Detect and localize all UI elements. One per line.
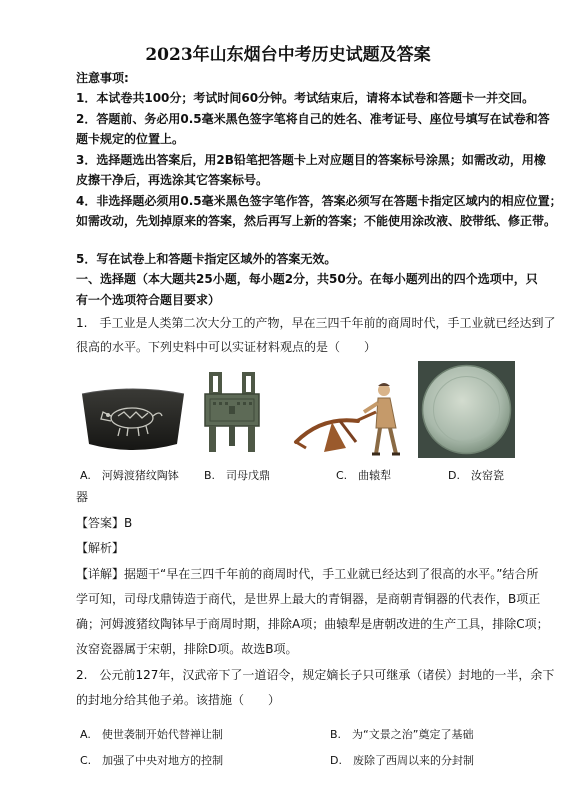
option-c: C. 曲辕犁: [336, 469, 392, 482]
notice-line: 4．非选择题必须用0.5毫米黑色签字笔作答，答案必须写在答题卡指定区域内的相应位置；: [76, 194, 562, 208]
pottery-bowl-image: [80, 386, 186, 456]
notice-line: 1．本试卷共100分；考试时间60分钟。考试结束后，请将本试卷和答题卡一并交回。: [76, 91, 535, 105]
q2-option-b: B. 为“文景之治”奠定了基础: [330, 728, 474, 741]
ru-porcelain-image: [418, 361, 515, 458]
option-a: A. 河姆渡猪纹陶钵: [80, 469, 179, 482]
analysis-label: 【解析】: [76, 541, 125, 555]
notice-line: 2．答题前、务必用0.5毫米黑色签字笔将自己的姓名、准考证号、座位号填写在试卷和答: [76, 112, 550, 126]
q2-option-d: D. 废除了西周以来的分封制: [330, 754, 474, 767]
question-2-stem-cont: 的封地分给其他子弟。该措施（ ）: [76, 693, 281, 707]
detail-line: 【详解】据题干“早在三四千年前的商周时代，手工业就已经达到了很高的水平。”结合所: [76, 567, 539, 581]
notice-line: 3．选择题选出答案后，用2B铅笔把答题卡上对应题目的答案标号涂黑；如需改动，用橡: [76, 153, 546, 167]
page-title: 2023年山东烟台中考历史试题及答案: [145, 45, 431, 65]
section-heading-cont: 有一个选项符合题目要求）: [76, 293, 221, 307]
q2-option-a: A. 使世袭制开始代替禅让制: [80, 728, 223, 741]
question-1-stem-cont: 很高的水平。下列史料中可以实证材料观点的是（ ）: [76, 340, 377, 354]
question-1-stem: 1. 手工业是人类第二次大分工的产物，早在三四千年前的商周时代，手工业就已经达到了: [76, 316, 556, 330]
curved-plough-image: [292, 376, 412, 458]
option-d: D. 汝窑瓷: [448, 469, 504, 482]
detail-line: 确；河姆渡猪纹陶钵早于商周时期，排除A项；曲辕犁是唐朝改进的生产工具，排除C项；: [76, 617, 549, 631]
section-heading: 一、选择题（本大题共25小题，每小题2分，共50分。在每小题列出的四个选项中，只: [76, 272, 538, 286]
option-b: B. 司母戊鼎: [204, 469, 271, 482]
option-a-wrap: 器: [76, 490, 89, 504]
detail-line: 汝窑瓷器属于宋朝，排除D项。故选B项。: [76, 642, 298, 656]
detail-line: 学可知，司母戊鼎铸造于商代，是世界上最大的青铜器，是商朝青铜器的代表作，B项正: [76, 592, 541, 606]
notice-heading: 注意事项:: [76, 71, 129, 85]
bronze-ding-image: [203, 372, 261, 456]
notice-line: 如需改动，先划掉原来的答案，然后再写上新的答案；不能使用涂改液、胶带纸、修正带。: [76, 214, 557, 228]
notice-line: 5．写在试卷上和答题卡指定区域外的答案无效。: [76, 252, 337, 266]
question-2-stem: 2. 公元前127年，汉武帝下了一道诏令，规定嫡长子只可继承（诸侯）封地的一半，余下: [76, 668, 555, 682]
answer-label: 【答案】B: [76, 516, 133, 530]
q2-option-c: C. 加强了中央对地方的控制: [80, 754, 224, 767]
notice-line: 皮擦干净后，再选涂其它答案标号。: [76, 173, 269, 187]
notice-line: 题卡规定的位置上。: [76, 132, 185, 146]
